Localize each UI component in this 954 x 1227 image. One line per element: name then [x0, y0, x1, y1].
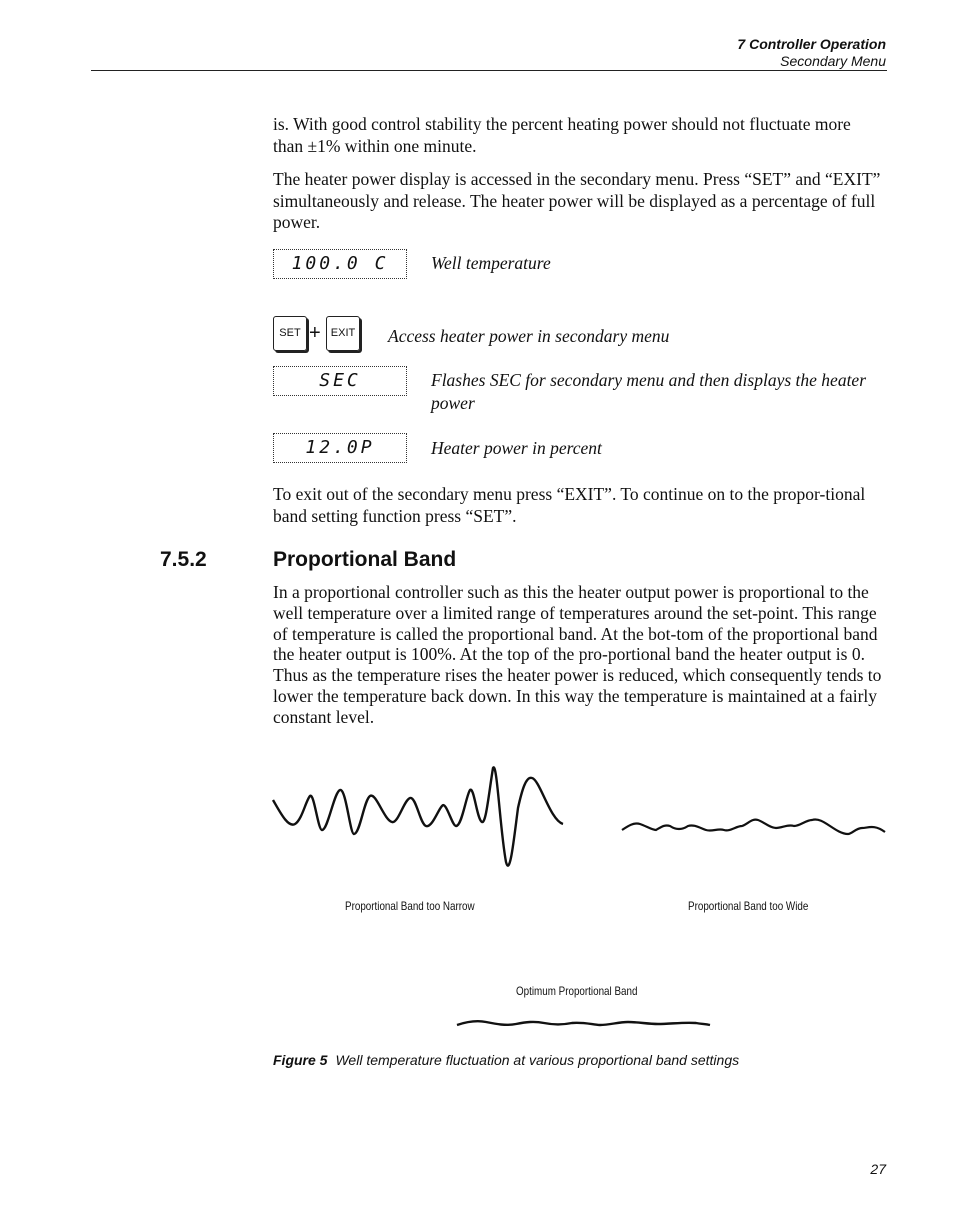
label-band-too-wide: Proportional Band too Wide: [688, 899, 809, 913]
figure-caption: [273, 1052, 739, 1068]
set-key: SET: [273, 316, 307, 351]
lcd-heater-power: 12.0P: [273, 433, 407, 463]
chapter-title: 7 Controller Operation: [737, 36, 886, 52]
paragraph-stability: is. With good control stability the percent heating power should not fluctuate more than ±1% within one minute.: [273, 114, 851, 156]
paragraph-heater-access: The heater power display is accessed in the secondary menu. Press “SET” and “EXIT” simultaneously and release. The heater power will be displayed as a percentage of full power.: [273, 169, 881, 232]
wave-band-too-wide: [622, 819, 885, 834]
caption-flashes-sec: Flashes SEC for secondary menu and then displays the heater power: [431, 370, 867, 413]
wave-band-optimum: [457, 1021, 710, 1025]
caption-heater-percent: Heater power in percent: [431, 438, 602, 458]
section-subtitle: Secondary Menu: [780, 53, 886, 69]
section-number: 7.5.2: [160, 548, 207, 571]
figure-number: Figure 5: [273, 1052, 328, 1068]
wave-band-too-narrow: [273, 767, 563, 865]
plus-sign: +: [309, 322, 321, 344]
lcd-well-temperature: 100.0 C: [273, 249, 407, 279]
section-title: Proportional Band: [273, 548, 457, 571]
lcd-sec: SEC: [273, 366, 407, 396]
caption-access-heater: Access heater power in secondary menu: [388, 326, 670, 346]
exit-key: EXIT: [326, 316, 360, 351]
label-band-too-narrow: Proportional Band too Narrow: [345, 899, 475, 913]
label-band-optimum: Optimum Proportional Band: [516, 984, 638, 998]
caption-well-temperature: Well temperature: [431, 253, 551, 273]
page-number: 27: [870, 1161, 886, 1177]
figure-caption-text: Well temperature fluctuation at various proportional band settings: [335, 1052, 740, 1068]
paragraph-exit-menu: To exit out of the secondary menu press “EXIT”. To continue on to the propor-tional band setting function press “SET”.: [273, 484, 866, 526]
paragraph-proportional-band: In a proportional controller such as this the heater output power is proportional to the well temperature over a limited range of temperatures around the set-point. This range of temperature is called the proportional band. At the bot-tom of the proportional band the heater output is 100%. At the top of the pro-portional band the heater output is 0. Thus as the temperature rises the heater power is reduced, which consequently tends to lower the temperature back down. In this way the temperature is maintained at a fairly constant level.: [273, 582, 882, 727]
